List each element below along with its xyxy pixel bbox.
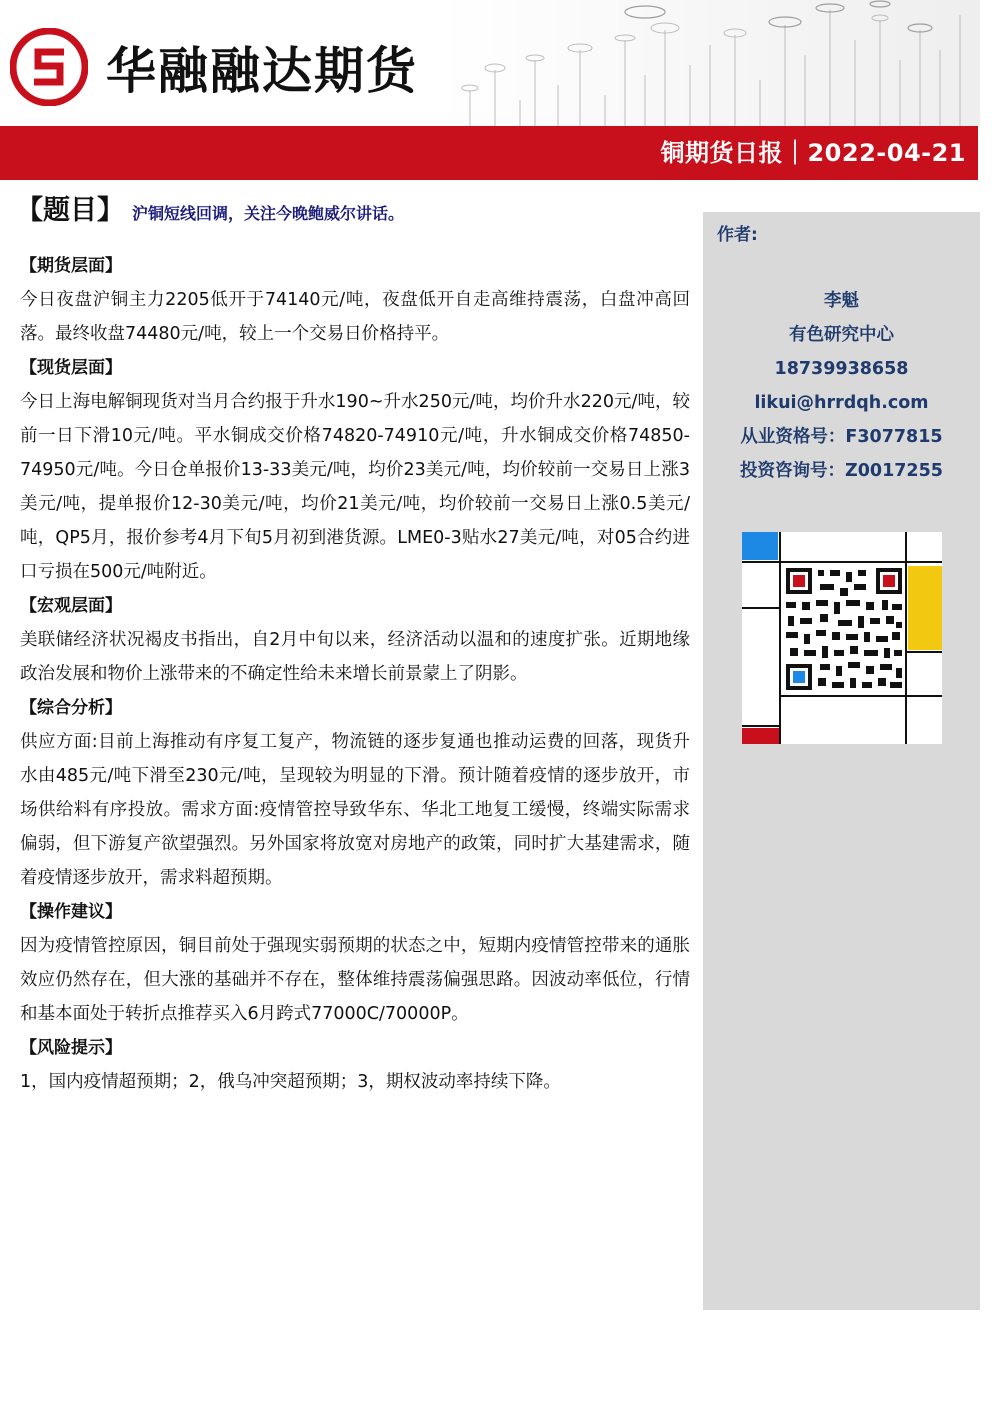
- qr-code-block: [742, 532, 942, 744]
- company-name: 华融融达期货: [106, 41, 418, 100]
- author-license: 从业资格号：F3077815: [740, 427, 943, 447]
- section-heading: 【风险提示】: [20, 1038, 122, 1058]
- section-heading: 【期货层面】: [20, 256, 122, 276]
- section-body: 今日上海电解铜现货对当月合约报于升水190~升水250元/吨，均价升水220元/吨，较前一日下滑10元/吨。平水铜成交价格74820-74910元/吨，升水铜成交价格74850-74950元/吨。今日仓单报价13-33美元/吨，均价23美元/吨，均价较前一交易日上涨3美元/吨，提单报价12-30美元/吨，均价21美元/吨，均价较前一交易日上涨0.5美元/吨，QP5月，报价参考4月下旬5月初到港货源。LME0-3贴水27美元/吨，对05合约进口亏损在500元/吨附近。: [20, 392, 690, 582]
- header-decoration: [440, 0, 980, 126]
- company-logo-area: [10, 22, 418, 112]
- author-department: 有色研究中心: [789, 325, 894, 345]
- section-heading: 【综合分析】: [20, 698, 122, 718]
- section-risk: [20, 1031, 690, 1099]
- section-spot: [20, 351, 690, 589]
- section-advice: [20, 895, 690, 1031]
- company-logo-icon: [10, 28, 88, 106]
- author-name: 李魁: [824, 291, 859, 311]
- author-consult-license: 投资咨询号：Z0017255: [740, 461, 943, 481]
- topic-label: 【题目】: [16, 195, 124, 226]
- author-sidebar: [703, 212, 980, 1310]
- section-macro: [20, 589, 690, 691]
- author-email: likui@hrrdqh.com: [754, 393, 929, 413]
- qr-code-icon: [742, 532, 942, 744]
- topic-text: 沪铜短线回调，关注今晚鲍威尔讲话。: [132, 204, 405, 223]
- section-body: 供应方面:目前上海推动有序复工复产，物流链的逐步复通也推动运费的回落，现货升水由485元/吨下滑至230元/吨，呈现较为明显的下滑。预计随着疫情的逐步放开，市场供给料有序投放。需求方面:疫情管控导致华东、华北工地复工缓慢，终端实际需求偏弱，但下游复产欲望强烈。另外国家将放宽对房地产的政策，同时扩大基建需求，随着疫情逐步放开，需求料超预期。: [20, 732, 690, 888]
- section-body: 美联储经济状况褐皮书指出，自2月中旬以来，经济活动以温和的速度扩张。近期地缘政治发展和物价上涨带来的不确定性给未来增长前景蒙上了阴影。: [20, 630, 690, 684]
- section-body: 因为疫情管控原因，铜目前处于强现实弱预期的状态之中，短期内疫情管控带来的通胀效应仍然存在，但大涨的基础并不存在，整体维持震荡偏强思路。因波动率低位，行情和基本面处于转折点推荐买入6月跨式77000C/70000P。: [20, 936, 690, 1024]
- section-body: 今日夜盘沪铜主力2205低开于74140元/吨，夜盘低开自走高维持震荡，白盘冲高回落。最终收盘74480元/吨，较上一个交易日价格持平。: [20, 290, 690, 344]
- section-heading: 【操作建议】: [20, 902, 122, 922]
- section-heading: 【现货层面】: [20, 358, 122, 378]
- report-body: [16, 188, 690, 1099]
- topic-line: [16, 188, 690, 227]
- report-title: 铜期货日报｜2022-04-21: [660, 139, 966, 167]
- section-body: 1，国内疫情超预期；2，俄乌冲突超预期；3，期权波动率持续下降。: [20, 1072, 561, 1092]
- title-bar: [0, 126, 978, 180]
- section-analysis: [20, 691, 690, 895]
- author-label: 作者:: [717, 225, 758, 245]
- author-phone: 18739938658: [774, 359, 909, 379]
- section-futures: [20, 249, 690, 351]
- section-heading: 【宏观层面】: [20, 596, 122, 616]
- author-info: [703, 284, 980, 488]
- report-header: [0, 0, 992, 182]
